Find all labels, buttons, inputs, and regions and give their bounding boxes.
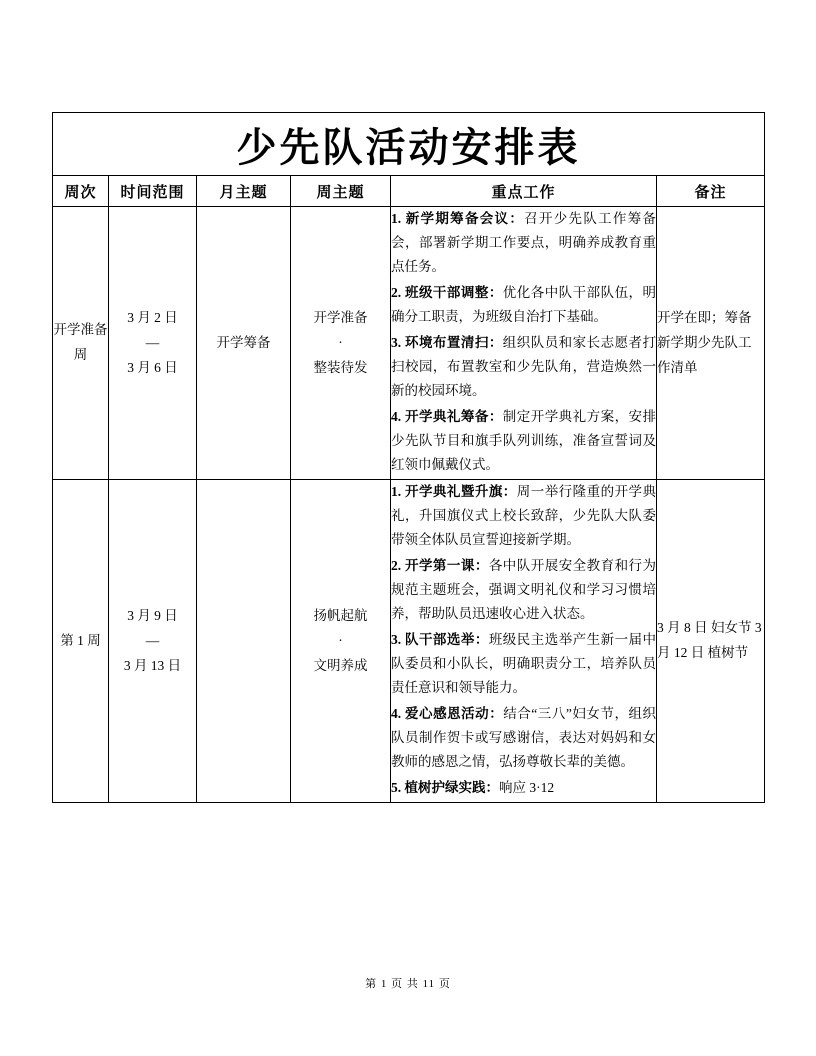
row-time-range xyxy=(109,207,197,480)
row-week: 开学准备周 xyxy=(53,207,109,480)
column-header-week-theme: 周主题 xyxy=(291,176,391,207)
work-item-number: 1. xyxy=(391,484,402,500)
work-item xyxy=(391,331,656,403)
week-theme-line-2: 文明养成 xyxy=(313,657,368,673)
row-week-theme xyxy=(291,207,391,480)
week-theme-line-2: 整装待发 xyxy=(313,359,368,375)
work-item-text: 组织队员和家长志愿者打扫校园，布置教室和少先队角，营造焕然一新的校园环境。 xyxy=(391,335,657,399)
table-title-row xyxy=(53,113,765,176)
page-title: 少先队活动安排表 xyxy=(236,124,581,170)
work-item-number: 2. xyxy=(391,285,402,301)
work-item-lead: 队干部选举： xyxy=(404,632,489,648)
column-header-week: 周次 xyxy=(53,176,109,207)
activity-schedule-table xyxy=(52,112,765,803)
work-item-lead: 植树护绿实践： xyxy=(404,780,499,796)
table-row xyxy=(53,480,765,803)
work-item xyxy=(391,207,656,279)
work-item-text: 各中队开展安全教育和行为规范主题班会，强调文明礼仪和学习习惯培养，帮助队员迅速收心进入状态。 xyxy=(391,558,657,622)
range-start: 3 月 9 日 xyxy=(127,607,178,623)
row-note: 开学在即；筹备新学期少先队工作清单 xyxy=(657,207,765,480)
row-key-work xyxy=(391,480,657,803)
work-item-lead: 爱心感恩活动： xyxy=(405,706,504,722)
work-item xyxy=(391,405,656,477)
work-item-text: 班级民主选举产生新一届中队委员和小队长，明确职责分工，培养队员责任意识和领导能力。 xyxy=(391,632,657,696)
week-theme-dot: · xyxy=(338,334,343,350)
column-header-key-work: 重点工作 xyxy=(391,176,657,207)
work-item-number: 2. xyxy=(391,558,402,574)
range-dash: — xyxy=(145,632,160,648)
work-item-text: 周一举行隆重的开学典礼，升国旗仪式上校长致辞，少先队大队委带领全体队员宣誓迎接新学期。 xyxy=(391,484,657,548)
row-note: 3 月 8 日 妇女节 3 月 12 日 植树节 xyxy=(657,480,765,803)
work-item-number: 4. xyxy=(391,409,402,425)
column-header-time-range: 时间范围 xyxy=(109,176,197,207)
work-item-lead: 开学典礼筹备： xyxy=(404,409,503,425)
table-header-row xyxy=(53,176,765,207)
week-theme-line-1: 开学准备 xyxy=(313,309,368,325)
work-item-lead: 开学典礼暨升旗： xyxy=(404,484,517,500)
work-item-lead: 新学期筹备会议： xyxy=(405,211,525,226)
work-item xyxy=(391,281,656,329)
range-end: 3 月 6 日 xyxy=(127,359,178,375)
work-item xyxy=(391,628,656,700)
work-item-lead: 开学第一课： xyxy=(404,558,489,574)
work-item-number: 1. xyxy=(391,211,402,226)
row-time-range xyxy=(109,480,197,803)
table-row xyxy=(53,207,765,480)
work-item-text: 响应 3·12 xyxy=(499,780,555,796)
work-item-number: 5. xyxy=(391,780,402,796)
work-item-lead: 班级干部调整： xyxy=(404,285,503,301)
work-item-lead: 环境布置清扫： xyxy=(404,335,503,351)
row-key-work xyxy=(391,207,657,480)
row-week-theme xyxy=(291,480,391,803)
row-month-theme xyxy=(197,480,291,803)
work-item xyxy=(391,480,656,552)
column-header-month-theme: 月主题 xyxy=(197,176,291,207)
page-footer: 第 1 页 共 11 页 xyxy=(365,978,451,990)
work-item xyxy=(391,702,656,774)
work-item xyxy=(391,554,656,626)
range-end: 3 月 13 日 xyxy=(123,657,182,673)
work-item-text: 优化各中队干部队伍，明确分工职责，为班级自治打下基础。 xyxy=(391,285,657,325)
work-item-text: 制定开学典礼方案，安排少先队节目和旗手队列训练，准备宣誓词及红领巾佩戴仪式。 xyxy=(391,409,657,473)
column-header-note: 备注 xyxy=(657,176,765,207)
work-item-number: 3. xyxy=(391,632,402,648)
work-item-text: 结合“三八”妇女节，组织队员制作贺卡或写感谢信，表达对妈妈和女教师的感恩之情，弘扬尊敬长辈的美德。 xyxy=(391,706,657,770)
week-theme-line-1: 扬帆起航 xyxy=(313,607,368,623)
work-item-text: 召开少先队工作筹备会，部署新学期工作要点，明确养成教育重点任务。 xyxy=(391,211,657,275)
range-dash: — xyxy=(145,334,160,350)
row-month-theme: 开学筹备 xyxy=(197,207,291,480)
week-theme-dot: · xyxy=(338,632,343,648)
work-item-number: 3. xyxy=(391,335,402,351)
row-week: 第 1 周 xyxy=(53,480,109,803)
work-item-number: 4. xyxy=(391,706,402,722)
document-title-cell xyxy=(53,113,765,176)
range-start: 3 月 2 日 xyxy=(127,309,178,325)
work-item xyxy=(391,776,656,800)
